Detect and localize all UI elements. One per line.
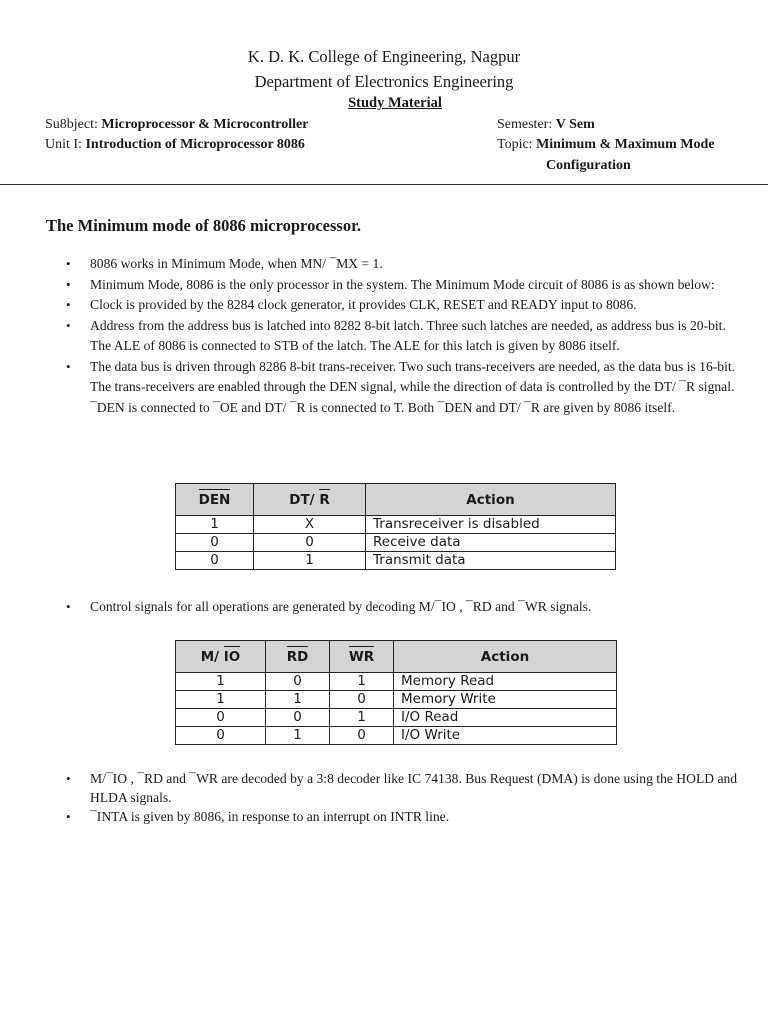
rd-cell: 0 [266, 673, 330, 691]
department-name: Department of Electronics Engineering [254, 72, 514, 91]
rd-cell: 1 [266, 691, 330, 709]
table-row [176, 552, 616, 570]
subject-label: Su8bject: [45, 117, 102, 132]
dt-cell: 1 [254, 552, 366, 570]
wr-cell: 0 [330, 727, 394, 745]
dt-r-header: DT/ R [254, 484, 366, 516]
list-item: • Minimum Mode, 8086 is the only processor in the system. The Minimum Mode circuit of 8086 is as shown below: [66, 275, 746, 296]
m-io-cell: 0 [176, 727, 266, 745]
list-item: • Address from the address bus is latched into 8282 8-bit latch. Three such latches are needed, as address bus is 20-bit. The ALE of 8086 is connected to STB of the latch. The ALE for this latch is given by 8086 itself. [66, 316, 746, 357]
unit-line [45, 135, 305, 155]
list-item: • 8086 works in Minimum Mode, when MN/ ¯MX = 1. [66, 254, 746, 275]
college-name: K. D. K. College of Engineering, Nagpur [247, 47, 521, 66]
section-title: The Minimum mode of 8086 microprocessor. [46, 216, 362, 235]
bullet-list-2 [66, 597, 746, 618]
table-row [176, 727, 617, 745]
action-cell: Transmit data [366, 552, 616, 570]
topic-line-2 [546, 156, 631, 176]
list-item: • The data bus is driven through 8286 8-bit trans-receiver. Two such trans-receivers are needed, as the data bus is 16-bit. The trans-receivers are enabled through the DEN signal, while the direction of data is controlled by the DT/ ¯R signal. ¯DEN is connected to ¯OE and DT/ ¯R is connected to T. Both ¯DEN and DT/ ¯R are given by 8086 itself. [66, 357, 746, 419]
action-cell: I/O Read [394, 709, 617, 727]
rd-cell: 0 [266, 709, 330, 727]
subject-line [45, 115, 308, 135]
semester-value: V Sem [555, 117, 595, 132]
topic-value: Minimum & Maximum Mode [536, 137, 715, 152]
table-header-row [176, 484, 616, 516]
wr-header: WR [330, 641, 394, 673]
den-header: DEN [176, 484, 254, 516]
den-cell: 0 [176, 552, 254, 570]
action-cell: Memory Write [394, 691, 617, 709]
topic-label: Topic: [497, 137, 537, 152]
m-io-cell: 1 [176, 691, 266, 709]
den-dtr-table [175, 483, 616, 570]
table-header-row [176, 641, 617, 673]
wr-cell: 1 [330, 673, 394, 691]
semester-line [497, 115, 595, 135]
topic-value-continued: Configuration [546, 158, 631, 173]
list-item: • Control signals for all operations are generated by decoding M/¯IO , ¯RD and ¯WR signals. [66, 597, 746, 618]
semester-label: Semester: [497, 117, 556, 132]
subject-value: Microprocessor & Microcontroller [101, 117, 309, 132]
study-material-heading: Study Material [348, 95, 442, 111]
wr-cell: 1 [330, 709, 394, 727]
dt-cell: X [254, 516, 366, 534]
list-item: • Clock is provided by the 8284 clock generator, it provides CLK, RESET and READY input to 8086. [66, 295, 746, 316]
action-cell: Receive data [366, 534, 616, 552]
bullet-list-1 [66, 254, 746, 418]
dt-cell: 0 [254, 534, 366, 552]
table-row [176, 709, 617, 727]
m-io-rd-wr-table [175, 640, 617, 745]
bullet-list-3 [66, 769, 746, 826]
topic-line [497, 135, 715, 155]
table-row [176, 534, 616, 552]
table-row [176, 516, 616, 534]
list-item: • M/¯IO , ¯RD and ¯WR are decoded by a 3:8 decoder like IC 74138. Bus Request (DMA) is done using the HOLD and HLDA signals. [66, 769, 746, 807]
unit-label: Unit I: [45, 137, 86, 152]
unit-value: Introduction of Microprocessor 8086 [85, 137, 305, 152]
m-io-cell: 1 [176, 673, 266, 691]
den-cell: 1 [176, 516, 254, 534]
table-row [176, 691, 617, 709]
den-cell: 0 [176, 534, 254, 552]
rd-cell: 1 [266, 727, 330, 745]
action-cell: Transreceiver is disabled [366, 516, 616, 534]
action-header: Action [394, 641, 617, 673]
wr-cell: 0 [330, 691, 394, 709]
action-cell: I/O Write [394, 727, 617, 745]
list-item: • ¯INTA is given by 8086, in response to an interrupt on INTR line. [66, 807, 746, 826]
m-io-cell: 0 [176, 709, 266, 727]
action-header: Action [366, 484, 616, 516]
m-io-header: M/ IO [176, 641, 266, 673]
rd-header: RD [266, 641, 330, 673]
table-row [176, 673, 617, 691]
action-cell: Memory Read [394, 673, 617, 691]
header-divider [0, 184, 768, 185]
